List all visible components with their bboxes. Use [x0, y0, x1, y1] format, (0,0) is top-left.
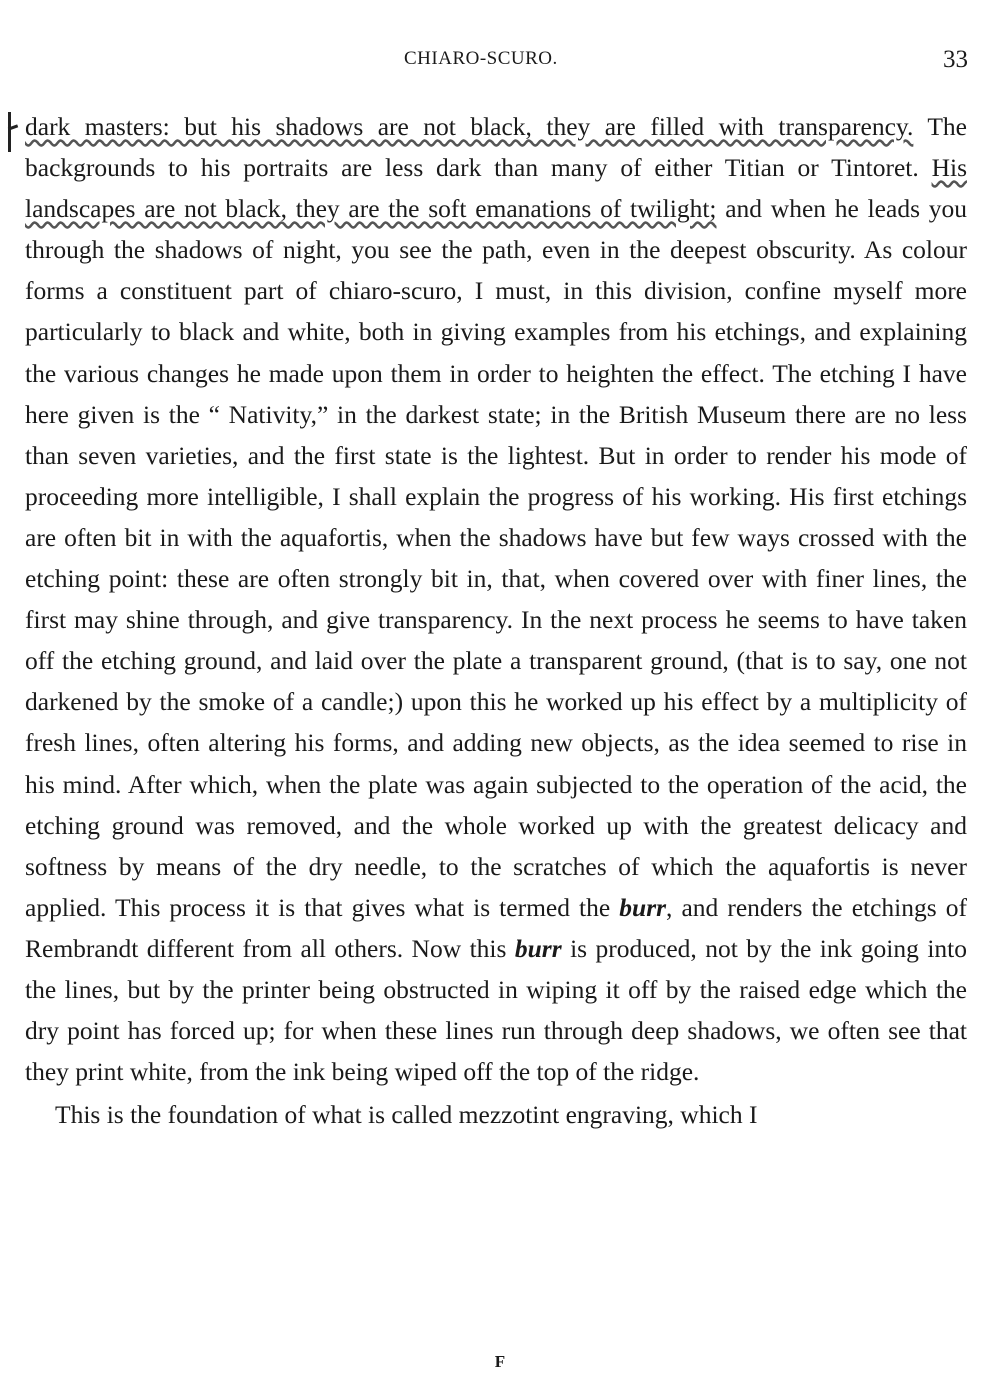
seg-1-0: dark masters: but his shadows are not black, they are filled with transparency.	[25, 112, 914, 141]
page-number: 33	[943, 46, 968, 73]
seg-1-7: burr	[514, 933, 562, 963]
seg-1-1: The backgrounds to his portraits are less dark than many of either Titian or Tintoret.	[25, 112, 967, 183]
margin-bracket-mark	[4, 112, 18, 152]
running-title: CHIARO-SCURO.	[404, 48, 558, 69]
body-text	[25, 106, 967, 1135]
seg-2-0: This is the foundation of what is called mezzotint engraving, which I	[55, 1100, 758, 1130]
seg-1-2: His landscapes are not black, they are the soft emanations of twilight;	[25, 153, 967, 224]
paragraph-2	[25, 1094, 967, 1135]
seg-1-5: burr	[619, 892, 667, 922]
seg-1-3: and when he leads you through the shadows of night, you see the path, even in the deepest obscurity.	[25, 194, 967, 265]
seg-1-8: is produced, not by the ink going into the lines, but by the printer being obstructed in wiping it off by the raised edge which the dry point has forced up; for when these lines run through deep shadows, we often see that they print white, from the ink being wiped off the top of the ridge.	[25, 933, 967, 1087]
seg-1-6: , and renders the etchings of Rembrandt different from all others. Now this	[25, 892, 967, 963]
paragraph-1	[25, 106, 967, 1092]
seg-1-4: As colour forms a constituent part of chiaro-scuro, I must, in this division, confine myself more particularly to black and white, both in giving examples from his etchings, and explaining the various changes he made upon them in order to heighten the effect. The etching I have here given is the “ Nativity,” in the darkest state; in the British Museum there are no less than seven varieties, and the first state is the lightest. But in order to render his mode of proceeding more intelligible, I shall explain the progress of his working. His first etchings are often bit in with the aquafortis, when the shadows have but few ways crossed with the etching point: these are often strongly bit in, that, when covered over with finer lines, the first may shine through, and give transparency. In the next process he seems to have taken off the etching ground, and laid over the plate a transparent ground, (that is to say, one not darkened by the smoke of a candle;) upon this he worked up his effect by a multiplicity of fresh lines, often altering his forms, and adding new objects, as the idea seemed to rise in his mind. After which, when the plate was again subjected to the operation of the acid, the etching ground was removed, and the whole worked up with the greatest delicacy and softness by means of the dry needle, to the scratches of which the aquafortis is never applied. This process it is that gives what is termed the	[25, 235, 967, 922]
signature-mark: F	[494, 1352, 506, 1371]
running-head	[0, 48, 1000, 78]
